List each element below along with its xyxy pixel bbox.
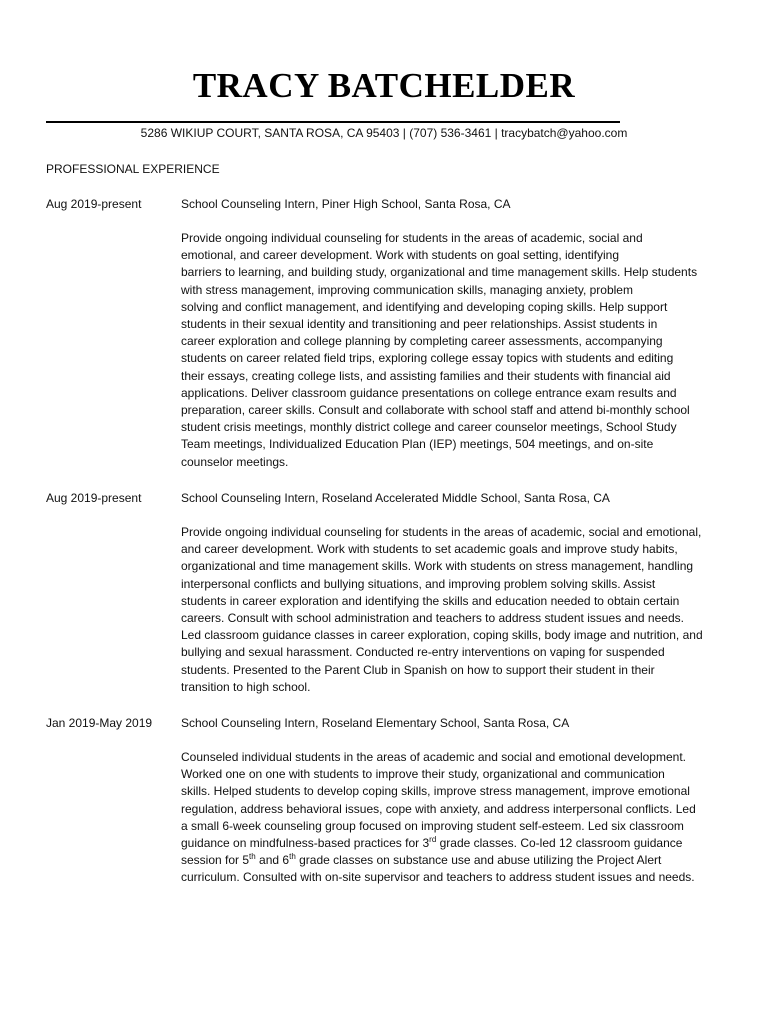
section-title-professional-experience: PROFESSIONAL EXPERIENCE — [46, 162, 220, 176]
entry-description: Provide ongoing individual counseling for students in the areas of academic, social and emotional, and career development. Work with students to set academic goals and improve study habits, organizational and time management skills. Work with students on stress management, handling interpersonal conflicts and bullying situations, and improving problem solving skills. Assist students in career exploration and identifying the skills and education needed to obtain certain careers. Consult with school administration and teachers to address student issues and needs. Led classroom guidance classes in career exploration, coping skills, body image and nutrition, and bullying and sexual harassment. Conducted re-entry interventions on vaping for suspended students. Presented to the Parent Club in Spanish on how to support their student in their transition to high school. — [181, 525, 703, 694]
description-part: grade classes. Co-led 12 classroom guidance session for 5 — [181, 836, 683, 868]
contact-info: 5286 WIKIUP COURT, SANTA ROSA, CA 95403 | (707) 536-3461 | tracybatch@yahoo.com — [140, 126, 628, 140]
ordinal-suffix: th — [249, 852, 256, 862]
entry-dates: Jan 2019-May 2019 — [46, 716, 153, 730]
ordinal-suffix: rd — [429, 835, 437, 845]
entry-position: School Counseling Intern, Roseland Elementary School, Santa Rosa, CA — [181, 716, 570, 730]
header-divider — [46, 121, 620, 123]
entry-dates: Aug 2019-present — [46, 491, 142, 505]
entry-dates: Aug 2019-present — [46, 197, 142, 211]
description-part: Counseled individual students in the areas of academic and social and emotional development. Worked one on one with students to improve their study, organizational and communication skills. Helped students to develop coping skills, improve stress management, improve emotional regulation, address behavioral issues, cope with anxiety, and address interpersonal conflicts. Led a small 6-week counseling group focused on improving student self-esteem. Led six classroom guidance on mindfulness-based practices for 3 — [181, 750, 696, 851]
ordinal-suffix: th — [289, 852, 296, 862]
entry-position: School Counseling Intern, Piner High School, Santa Rosa, CA — [181, 197, 511, 211]
description-part: grade classes on substance use and abuse utilizing the Project Alert curriculum. Consulted with on-site supervisor and teachers to address student issues and needs. — [181, 853, 695, 885]
entry-description — [181, 749, 726, 887]
resume-name: TRACY BATCHELDER — [192, 66, 576, 105]
description-part: and 6 — [255, 853, 290, 868]
entry-position: School Counseling Intern, Roseland Accelerated Middle School, Santa Rosa, CA — [181, 491, 610, 505]
entry-description: Provide ongoing individual counseling for students in the areas of academic, social and emotional, and career development. Work with students on goal setting, identifying barriers to learning, and building study, organizational and time management skills. Help students with stress management, improving communication skills, managing anxiety, problem solving and conflict management, and identifying and developing coping skills. Help support students in their sexual identity and transitioning and peer relationships. Assist students in career exploration and college planning by completing career assessments, accompanying students on career related field trips, exploring college essay topics with students and editing their essays, creating college lists, and assisting families and their students with financial aid applications. Deliver classroom guidance presentations on college entrance exam results and preparation, career skills. Consult and collaborate with school staff and attend bi-monthly school student crisis meetings, monthly district college and career counselor meetings, School Study Team meetings, Individualized Education Plan (IEP) meetings, 504 meetings, and on-site counselor meetings. — [181, 231, 698, 469]
